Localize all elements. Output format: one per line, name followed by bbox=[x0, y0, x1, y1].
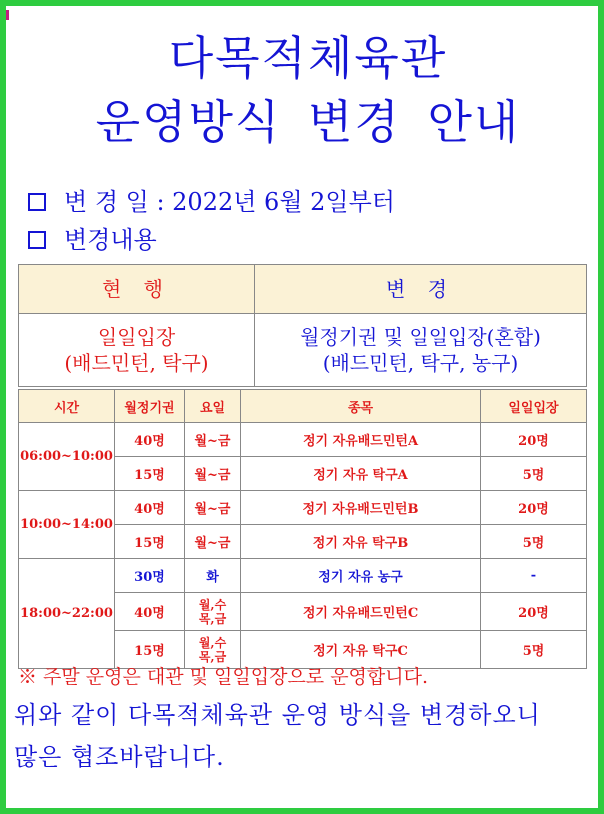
title-line-1: 다목적체육관 bbox=[168, 31, 448, 85]
time-slot: 06:00~10:00 bbox=[19, 423, 115, 491]
daily-count: 5명 bbox=[481, 631, 587, 669]
daily-count: 20명 bbox=[481, 593, 587, 631]
change-content-text: 변경내용 bbox=[64, 226, 157, 254]
closing-line-1: 위와 같이 다목적체육관 운영 방식을 변경하오니 bbox=[14, 701, 541, 729]
days bbox=[185, 593, 241, 631]
change-content-line bbox=[28, 224, 157, 256]
pass-count: 15명 bbox=[115, 525, 185, 559]
summary-table bbox=[18, 264, 587, 387]
program: 정기 자유 탁구C bbox=[241, 631, 481, 669]
pass-count: 15명 bbox=[115, 457, 185, 491]
corner-mark bbox=[6, 10, 9, 20]
daily-count: 20명 bbox=[481, 423, 587, 457]
current-body bbox=[19, 314, 255, 387]
days bbox=[185, 631, 241, 669]
daily-count: - bbox=[481, 559, 587, 593]
program: 정기 자유 탁구A bbox=[241, 457, 481, 491]
table-row bbox=[19, 423, 587, 457]
current-header: 현 행 bbox=[19, 265, 255, 314]
days-line-2: 목,금 bbox=[198, 649, 227, 664]
schedule-table bbox=[18, 389, 587, 669]
change-body-line-2: (배드민턴, 탁구, 농구) bbox=[322, 351, 519, 375]
title-line-2: 운영방식 변경 안내 bbox=[95, 95, 521, 149]
days: 월~금 bbox=[185, 423, 241, 457]
days: 월~금 bbox=[185, 525, 241, 559]
current-body-line-2: (배드민턴, 탁구) bbox=[64, 351, 209, 375]
current-body-line-1: 일일입장 bbox=[97, 325, 176, 349]
time-slot: 18:00~22:00 bbox=[19, 559, 115, 669]
table-row bbox=[19, 491, 587, 525]
daily-count: 5명 bbox=[481, 525, 587, 559]
change-header: 변 경 bbox=[255, 265, 587, 314]
closing-line-2: 많은 협조바랍니다. bbox=[14, 743, 225, 771]
change-body bbox=[255, 314, 587, 387]
checkbox-icon bbox=[28, 193, 46, 211]
checkbox-icon bbox=[28, 231, 46, 249]
days-line-1: 월,수 bbox=[198, 597, 227, 612]
program: 정기 자유배드민턴B bbox=[241, 491, 481, 525]
pass-count: 30명 bbox=[115, 559, 185, 593]
days: 월~금 bbox=[185, 491, 241, 525]
change-date-text: 변 경 일 : 2022년 6월 2일부터 bbox=[64, 188, 395, 216]
days: 화 bbox=[185, 559, 241, 593]
pass-count: 40명 bbox=[115, 423, 185, 457]
program: 정기 자유 탁구B bbox=[241, 525, 481, 559]
weekend-note: ※ 주말 운영은 대관 및 일일입장으로 운영합니다. bbox=[18, 666, 429, 688]
days-line-1: 월,수 bbox=[198, 635, 227, 650]
program: 정기 자유배드민턴C bbox=[241, 593, 481, 631]
table-row bbox=[19, 559, 587, 593]
header-pass: 월정기권 bbox=[115, 390, 185, 423]
daily-count: 5명 bbox=[481, 457, 587, 491]
daily-count: 20명 bbox=[481, 491, 587, 525]
change-date-line bbox=[28, 186, 395, 218]
program: 정기 자유 농구 bbox=[241, 559, 481, 593]
header-daily: 일일입장 bbox=[481, 390, 587, 423]
pass-count: 40명 bbox=[115, 491, 185, 525]
header-days: 요일 bbox=[185, 390, 241, 423]
time-slot: 10:00~14:00 bbox=[19, 491, 115, 559]
schedule-header-row bbox=[19, 390, 587, 423]
header-program: 종목 bbox=[241, 390, 481, 423]
pass-count: 40명 bbox=[115, 593, 185, 631]
header-time: 시간 bbox=[19, 390, 115, 423]
days: 월~금 bbox=[185, 457, 241, 491]
days-line-2: 목,금 bbox=[198, 611, 227, 626]
change-body-line-1: 월정기권 및 일일입장(혼합) bbox=[300, 325, 541, 349]
pass-count: 15명 bbox=[115, 631, 185, 669]
program: 정기 자유배드민턴A bbox=[241, 423, 481, 457]
